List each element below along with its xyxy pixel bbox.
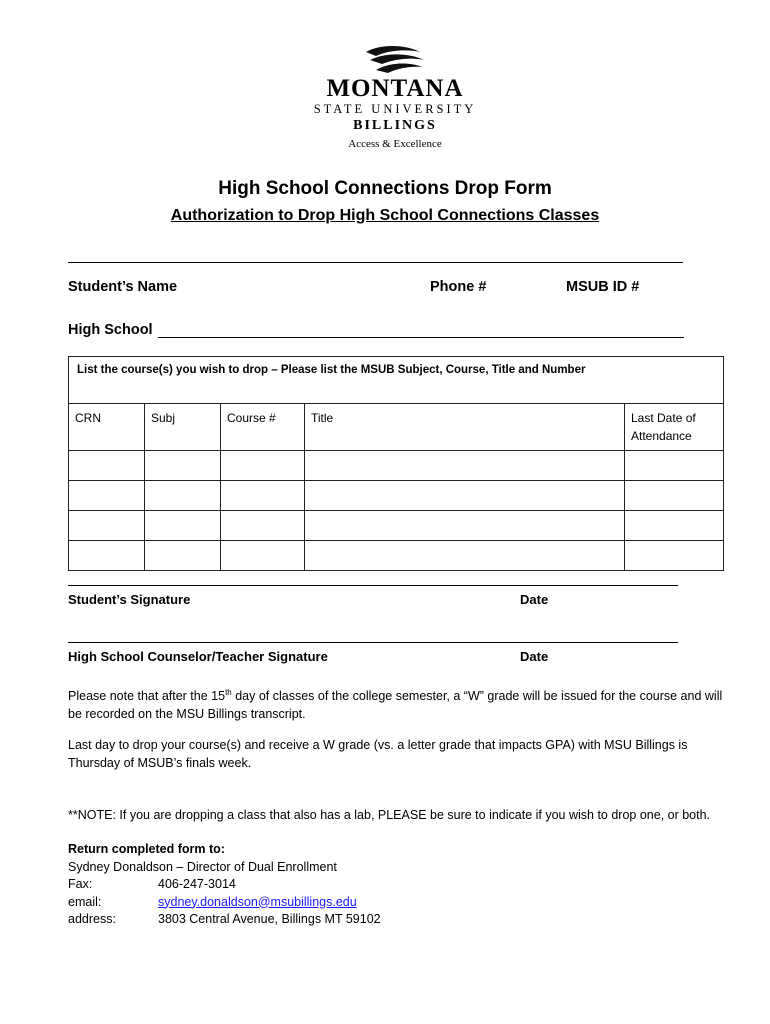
crn-cell[interactable]: [69, 481, 145, 511]
grade-note-before: Please note that after the 15: [68, 689, 226, 704]
high-school-label: High School: [68, 322, 153, 338]
course-number-cell[interactable]: [221, 481, 305, 511]
title-cell[interactable]: [305, 541, 625, 571]
address-label: address:: [68, 912, 116, 926]
course-table: [68, 356, 724, 571]
grade-note: [68, 684, 728, 723]
column-header-crn: CRN: [69, 404, 145, 451]
email-link[interactable]: sydney.donaldson@msubillings.edu: [158, 894, 357, 909]
counselor-signature-label: High School Counselor/Teacher Signature: [68, 649, 328, 664]
grade-note-after: day of classes of the college semester, a “W” grade will be issued for the course and will be recorded on the MSU Billings transcript.: [68, 689, 723, 722]
student-name-label: Student’s Name: [68, 279, 178, 295]
student-date-label: Date: [520, 592, 549, 607]
logo-swoosh-icon: [360, 44, 430, 76]
subj-cell[interactable]: [145, 541, 221, 571]
last-date-cell[interactable]: [625, 541, 724, 571]
grade-note-sup: th: [225, 688, 232, 697]
logo-campus: BILLINGS: [353, 118, 437, 133]
title-cell[interactable]: [305, 511, 625, 541]
email-label: email:: [68, 894, 102, 909]
student-info-line[interactable]: [68, 262, 683, 263]
logo-subtitle: STATE UNIVERSITY: [313, 102, 477, 116]
last-date-cell[interactable]: [625, 451, 724, 481]
page-title: High School Connections Drop Form: [218, 178, 552, 199]
table-row: [69, 451, 724, 481]
fax-label: Fax:: [68, 877, 93, 891]
counselor-signature-line[interactable]: [68, 642, 678, 643]
last-date-cell[interactable]: [625, 511, 724, 541]
course-number-cell[interactable]: [221, 511, 305, 541]
logo-tagline: Access & Excellence: [348, 138, 442, 150]
page-subtitle: Authorization to Drop High School Connections Classes: [170, 207, 600, 224]
lab-note: **NOTE: If you are dropping a class that also has a lab, PLEASE be sure to indicate if you wish to drop one, or both.: [68, 808, 711, 822]
return-contact: [68, 841, 381, 929]
student-signature-line[interactable]: [68, 585, 678, 586]
table-row: [69, 511, 724, 541]
fax-value: 406-247-3014: [158, 877, 236, 891]
subj-cell[interactable]: [145, 451, 221, 481]
subj-cell[interactable]: [145, 481, 221, 511]
table-instructions: List the course(s) you wish to drop – Please list the MSUB Subject, Course, Title and Number: [69, 357, 724, 404]
title-cell[interactable]: [305, 481, 625, 511]
course-number-cell[interactable]: [221, 451, 305, 481]
msub-id-label: MSUB ID #: [566, 279, 640, 295]
table-row: [69, 481, 724, 511]
high-school-line[interactable]: [158, 324, 684, 338]
column-header-title: Title: [305, 404, 625, 451]
address-value: 3803 Central Avenue, Billings MT 59102: [158, 912, 381, 926]
last-day-note: Last day to drop your course(s) and receive a W grade (vs. a letter grade that impacts GPA) with MSU Billings is Thursday of MSUB’s finals week.: [68, 738, 688, 770]
return-heading: Return completed form to:: [68, 842, 225, 856]
phone-label: Phone #: [430, 279, 487, 295]
column-header-subj: Subj: [145, 404, 221, 451]
column-header-course-number: Course #: [221, 404, 305, 451]
title-cell[interactable]: [305, 451, 625, 481]
crn-cell[interactable]: [69, 541, 145, 571]
column-header-last-date: Last Date of Attendance: [625, 404, 724, 451]
crn-cell[interactable]: [69, 511, 145, 541]
table-row: [69, 541, 724, 571]
counselor-date-label: Date: [520, 649, 549, 664]
msub-logo: [300, 44, 490, 152]
crn-cell[interactable]: [69, 451, 145, 481]
logo-university: MONTANA: [326, 75, 464, 102]
student-signature-label: Student’s Signature: [68, 592, 191, 607]
contact-name: Sydney Donaldson – Director of Dual Enrollment: [68, 859, 337, 874]
course-number-cell[interactable]: [221, 541, 305, 571]
subj-cell[interactable]: [145, 511, 221, 541]
last-date-cell[interactable]: [625, 481, 724, 511]
